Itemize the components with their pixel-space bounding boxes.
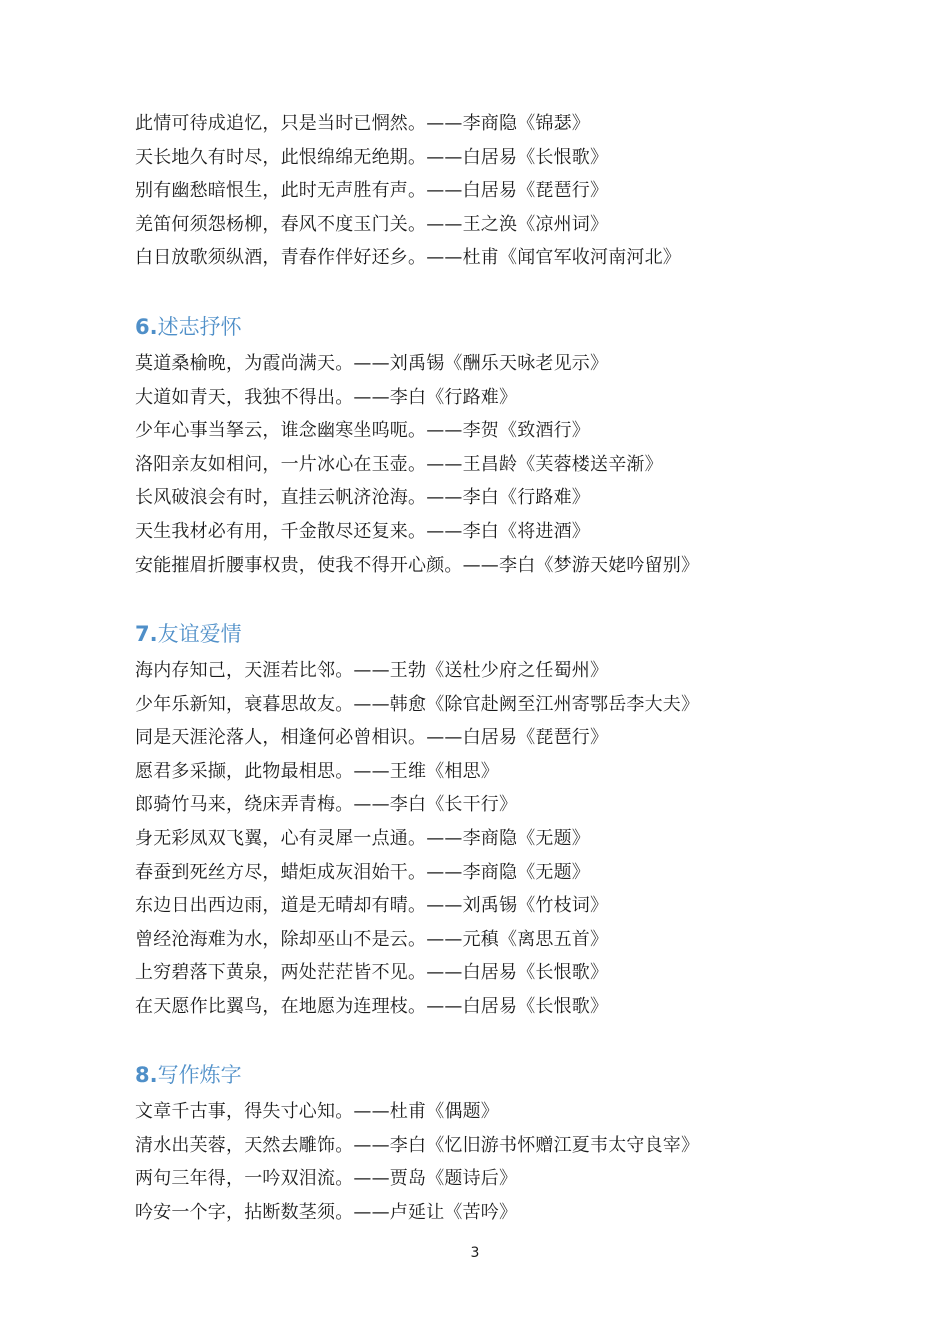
verse-line: 白日放歌须纵酒，青春作伴好还乡。——杜甫《闻官军收河南河北》 [135, 247, 681, 269]
section-number: 7. [135, 622, 158, 646]
intro-lines [135, 107, 835, 275]
section-number: 6. [135, 315, 158, 339]
section-title: 友谊爱情 [157, 622, 242, 646]
verse-line: 东边日出西边雨，道是无晴却有晴。——刘禹锡《竹枝词》 [135, 895, 609, 917]
section-heading-7 [135, 620, 242, 648]
section-6-lines [135, 347, 835, 582]
verse-line: 别有幽愁暗恨生，此时无声胜有声。——白居易《琵琶行》 [135, 180, 609, 202]
verse-line: 清水出芙蓉，天然去雕饰。——李白《忆旧游书怀赠江夏韦太守良宰》 [135, 1134, 700, 1156]
verse-line: 两句三年得，一吟双泪流。——贾岛《题诗后》 [135, 1168, 518, 1190]
section-7-lines [135, 654, 835, 1024]
verse-line: 此情可待成追忆，只是当时已惘然。——李商隐《锦瑟》 [135, 113, 590, 134]
verse-line: 莫道桑榆晚，为霞尚满天。——刘禹锡《酬乐天咏老见示》 [135, 353, 609, 374]
verse-line: 洛阳亲友如相问，一片冰心在玉壶。——王昌龄《芙蓉楼送辛渐》 [135, 453, 663, 475]
verse-line: 上穷碧落下黄泉，两处茫茫皆不见。——白居易《长恨歌》 [135, 962, 609, 984]
section-8-lines [135, 1095, 835, 1229]
verse-line: 少年乐新知，衰暮思故友。——韩愈《除官赴阙至江州寄鄂岳李大夫》 [135, 693, 700, 715]
section-title: 述志抒怀 [157, 315, 242, 339]
verse-line: 吟安一个字，拈断数茎须。——卢延让《苦吟》 [135, 1201, 518, 1223]
verse-line: 大道如青天，我独不得出。——李白《行路难》 [135, 386, 518, 408]
verse-line: 愿君多采撷，此物最相思。——王维《相思》 [135, 760, 499, 782]
verse-line: 海内存知己，天涯若比邻。——王勃《送杜少府之任蜀州》 [135, 660, 609, 681]
verse-line: 文章千古事，得失寸心知。——杜甫《偶题》 [135, 1101, 499, 1122]
section-heading-8 [135, 1061, 242, 1089]
section-title: 写作炼字 [157, 1063, 242, 1087]
verse-line: 安能摧眉折腰事权贵，使我不得开心颜。——李白《梦游天姥吟留别》 [135, 554, 700, 576]
verse-line: 身无彩凤双飞翼，心有灵犀一点通。——李商隐《无题》 [135, 827, 590, 849]
verse-line: 春蚕到死丝方尽，蜡炬成灰泪始干。——李商隐《无题》 [135, 861, 590, 883]
verse-line: 在天愿作比翼鸟，在地愿为连理枝。——白居易《长恨歌》 [135, 995, 609, 1017]
verse-line: 天长地久有时尽，此恨绵绵无绝期。——白居易《长恨歌》 [135, 146, 609, 168]
page-number: 3 [470, 1245, 480, 1261]
verse-line: 少年心事当拏云，谁念幽寒坐呜呃。——李贺《致酒行》 [135, 420, 590, 442]
verse-line: 同是天涯沦落人，相逢何必曾相识。——白居易《琵琶行》 [135, 727, 609, 749]
section-number: 8. [135, 1063, 158, 1087]
section-heading-6 [135, 313, 242, 341]
verse-line: 羌笛何须怨杨柳，春风不度玉门关。——王之涣《凉州词》 [135, 213, 609, 235]
verse-line: 郎骑竹马来，绕床弄青梅。——李白《长干行》 [135, 794, 518, 816]
verse-line: 长风破浪会有时，直挂云帆济沧海。——李白《行路难》 [135, 487, 590, 509]
verse-line: 曾经沧海难为水，除却巫山不是云。——元稹《离思五首》 [135, 928, 609, 950]
verse-line: 天生我材必有用，千金散尽还复来。——李白《将进酒》 [135, 520, 590, 542]
